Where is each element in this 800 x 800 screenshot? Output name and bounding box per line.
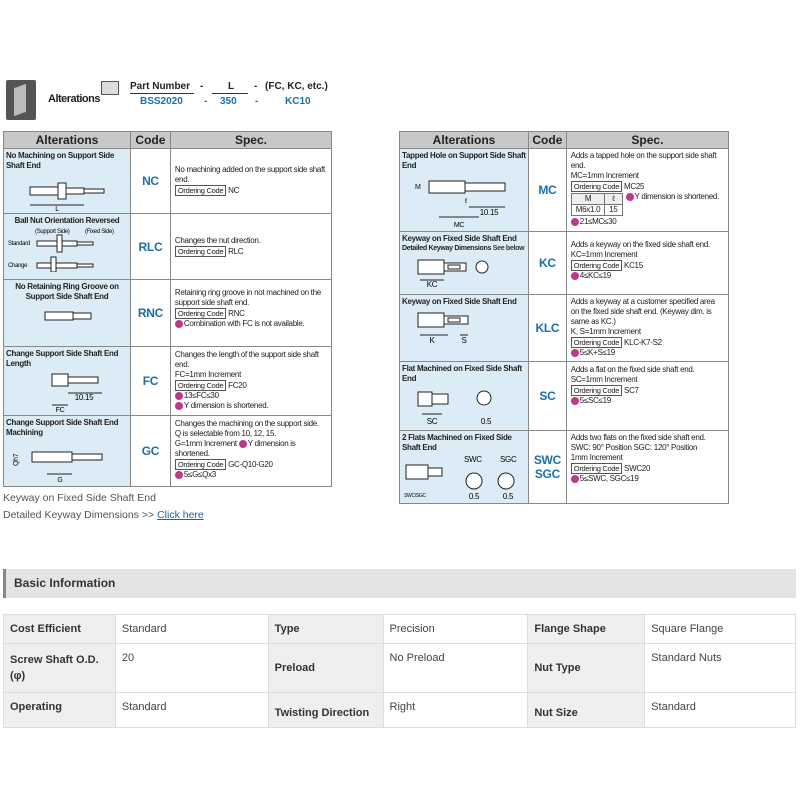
pn-label-part-number: Part Number xyxy=(130,81,191,92)
svg-text:SC: SC xyxy=(426,417,438,426)
code-cell: GC xyxy=(130,416,170,487)
table-row xyxy=(400,431,729,504)
spec-text: Adds a keyway on the fixed side shaft end. xyxy=(570,240,710,249)
spec-text: Retaining ring groove in not machined on the support side shaft end. xyxy=(174,288,321,307)
pn-value-option: KC10 xyxy=(285,96,311,107)
spec-text: FC=1mm Increment xyxy=(174,370,241,379)
keyway-location-diagram xyxy=(414,307,514,347)
code-cell: RLC xyxy=(130,214,170,280)
svg-text:(Support Side): (Support Side) xyxy=(34,229,70,235)
alterations-title: Alterations xyxy=(48,93,100,105)
ordering-code-value: FC20 xyxy=(228,381,247,390)
spec-note: 21≤MC≤30 xyxy=(579,217,617,226)
table-row xyxy=(4,416,332,487)
info-value: No Preload xyxy=(383,644,528,693)
alteration-name: Keyway on Fixed Side Shaft End xyxy=(402,234,517,243)
ordering-code-value: SWC20 xyxy=(624,464,651,473)
spec-note: Y dimension is shortened. xyxy=(183,401,269,410)
svg-text:SWC/SGC: SWC/SGC xyxy=(404,493,426,499)
col-header-spec: Spec. xyxy=(170,132,331,149)
spec-text: Adds two flats on the fixed side shaft end. xyxy=(570,433,706,442)
ordering-code-label: Ordering Code xyxy=(571,260,622,271)
table-row xyxy=(4,615,796,644)
svg-text:Qh7: Qh7 xyxy=(12,453,20,466)
info-key: Cost Efficient xyxy=(4,615,116,644)
spec-text: No machining added on the support side shaft end. xyxy=(174,165,325,184)
svg-text:SWC: SWC xyxy=(464,455,482,464)
col-header-alterations: Alterations xyxy=(4,132,131,149)
tapped-hole-diagram xyxy=(409,171,519,229)
basic-information-table xyxy=(3,614,796,728)
table-row xyxy=(400,149,729,232)
table-row xyxy=(4,347,332,416)
keyway-links xyxy=(3,490,204,524)
code-cell: RNC xyxy=(130,280,170,347)
spec-text: Adds a keyway at a customer specified area on the fixed side shaft end. (Keyway dim. is same as KC.) xyxy=(570,297,715,326)
pn-label-options: (FC, KC, etc.) xyxy=(265,81,328,92)
col-header-alterations: Alterations xyxy=(400,132,529,149)
code-cell: MC xyxy=(529,149,567,232)
alteration-name: Ball Nut Orientation Reversed xyxy=(14,216,120,225)
spec-text: Adds a tapped hole on the support side shaft end. xyxy=(570,151,717,170)
spec-text: Adds a flat on the fixed side shaft end. xyxy=(570,365,695,374)
alteration-name: 2 Flats Machined on Fixed Side Shaft End xyxy=(402,433,512,452)
warning-icon xyxy=(571,397,579,405)
ordering-code-value: SC7 xyxy=(624,386,639,395)
info-key: Nut Size xyxy=(528,693,645,728)
dim-label: L xyxy=(55,206,59,211)
spec-note: Combination with FC is not available. xyxy=(183,319,305,328)
alterations-logo-icon xyxy=(6,80,36,120)
flat-diagram xyxy=(414,384,514,428)
spec-note: 4≤KC≤19 xyxy=(579,271,611,280)
warning-icon xyxy=(626,193,634,201)
spec-note: Y dimension is shortened. xyxy=(634,192,719,201)
table-row xyxy=(4,693,796,728)
svg-text:(Fixed Side): (Fixed Side) xyxy=(84,229,114,235)
code-cell: SC xyxy=(529,362,567,431)
code-cell: SWC xyxy=(533,453,561,467)
code-cell: KC xyxy=(529,232,567,295)
spec-text: K, S=1mm Increment xyxy=(570,327,641,336)
code-cell: KLC xyxy=(529,295,567,362)
see-below-note: See below xyxy=(492,245,525,252)
svg-text:FC: FC xyxy=(55,407,65,413)
ordering-code-value: KLC-K7-S2 xyxy=(624,338,662,347)
spec-note: 5≤K+S≤19 xyxy=(579,348,615,357)
alteration-name: No Machining on Support Side Shaft End xyxy=(6,151,115,170)
svg-text:ℓ: ℓ xyxy=(465,198,467,205)
col-header-code: Code xyxy=(130,132,170,149)
info-value: Right xyxy=(383,693,528,728)
spec-text: KC=1mm Increment xyxy=(570,250,638,259)
two-flats-diagram xyxy=(402,453,526,501)
table-row xyxy=(4,149,332,214)
code-cell: FC xyxy=(130,347,170,416)
shaft-end-machining-diagram xyxy=(12,438,122,484)
alteration-name: No Retaining Ring Groove on Support Side Shaft End xyxy=(15,282,119,301)
table-row xyxy=(400,362,729,431)
svg-text:G: G xyxy=(57,477,63,484)
keyway-detail-text: Detailed Keyway Dimensions >> xyxy=(3,509,158,521)
ordering-code-value: RLC xyxy=(228,247,244,256)
info-key: Type xyxy=(268,615,383,644)
svg-text:Standard: Standard xyxy=(7,241,30,247)
col-header-code: Code xyxy=(529,132,567,149)
table-row xyxy=(400,232,729,295)
info-value: Precision xyxy=(383,615,528,644)
spec-note: 5≤SC≤19 xyxy=(579,396,611,405)
spec-text: SWC: 90° Position SGC: 120° Position xyxy=(570,443,698,452)
right-alterations-table xyxy=(399,131,729,504)
info-value: Square Flange xyxy=(645,615,796,644)
info-value: Standard Nuts xyxy=(645,644,796,693)
warning-icon xyxy=(571,475,579,483)
l-underline xyxy=(212,93,248,94)
warning-icon xyxy=(571,349,579,357)
code-cell: NC xyxy=(130,149,170,214)
spec-text: G=1mm Increment xyxy=(174,439,237,448)
ordering-code-label: Ordering Code xyxy=(571,463,622,474)
keyway-diagram xyxy=(414,254,514,288)
svg-text:KC: KC xyxy=(426,280,438,288)
ordering-code-value: NC xyxy=(228,186,240,195)
table-row xyxy=(4,280,332,347)
warning-icon xyxy=(175,471,183,479)
pn-underline xyxy=(130,93,194,94)
ordering-code-value: GC-Q10-G20 xyxy=(228,460,273,469)
spec-text: Changes the length of the support side shaft end. xyxy=(174,350,319,369)
info-value: Standard xyxy=(645,693,796,728)
warning-icon xyxy=(571,272,579,280)
ordering-code-label: Ordering Code xyxy=(175,308,226,319)
warning-icon xyxy=(175,320,183,328)
table-row xyxy=(4,644,796,693)
info-key: Operating xyxy=(4,693,116,728)
spec-text: Changes the machining on the support side. xyxy=(174,419,319,428)
pn-value-dash: - xyxy=(204,96,208,107)
warning-icon xyxy=(571,218,579,226)
svg-text:10.15: 10.15 xyxy=(479,208,499,217)
info-key: Screw Shaft O.D.(φ) xyxy=(4,644,116,693)
info-value: 20 xyxy=(115,644,268,693)
alteration-name: Change Support Side Shaft End Machining xyxy=(6,418,119,437)
pn-label-dash: - xyxy=(200,81,204,92)
svg-text:0.5: 0.5 xyxy=(480,417,492,426)
part-number-icon xyxy=(101,81,119,95)
info-key: Nut Type xyxy=(528,644,645,693)
svg-text:SGC: SGC xyxy=(500,455,517,464)
ordering-code-label: Ordering Code xyxy=(571,181,622,192)
alteration-name: Change Support Side Shaft End Length xyxy=(6,349,119,368)
info-key: Twisting Direction xyxy=(268,693,383,728)
spec-text: 1mm Increment xyxy=(570,453,623,462)
alteration-name: Keyway on Fixed Side Shaft End xyxy=(402,297,517,306)
warning-icon xyxy=(239,440,247,448)
svg-text:S: S xyxy=(461,336,467,345)
pn-label-l: L xyxy=(228,81,235,92)
spec-text: SC=1mm Increment xyxy=(570,375,638,384)
spec-note: 5≤SWC, SGC≤19 xyxy=(579,474,639,483)
ordering-code-label: Ordering Code xyxy=(175,380,226,391)
spec-note: Y dimension is shortened. xyxy=(174,439,296,458)
ordering-code-label: Ordering Code xyxy=(175,246,226,257)
shaft-diagram xyxy=(27,302,107,332)
alteration-name: Tapped Hole on Support Side Shaft End xyxy=(402,151,526,170)
ordering-code-value: RNC xyxy=(228,309,245,318)
spec-note: 5≤G≤Qx3 xyxy=(183,470,216,479)
ordering-code-label: Ordering Code xyxy=(175,459,226,470)
left-alterations-table xyxy=(3,131,332,487)
info-value: Standard xyxy=(115,615,268,644)
svg-text:0.5: 0.5 xyxy=(502,492,514,501)
table-row xyxy=(4,214,332,280)
tap-size-table: M ℓ M6x1.0 15 Y dimension is shortened. xyxy=(571,192,724,217)
basic-information-title: Basic Information xyxy=(14,576,116,590)
spec-text: Changes the nut direction. xyxy=(174,236,261,245)
svg-text:M: M xyxy=(415,184,421,191)
keyway-line: Keyway on Fixed Side Shaft End xyxy=(3,492,156,504)
ordering-code-label: Ordering Code xyxy=(571,385,622,396)
info-key: Preload xyxy=(268,644,383,693)
svg-text:MC: MC xyxy=(453,222,465,229)
ordering-code-label: Ordering Code xyxy=(175,185,226,196)
col-header-spec: Spec. xyxy=(566,132,728,149)
shaft-end-length-diagram xyxy=(22,369,112,413)
pn-value-part-number: BSS2020 xyxy=(140,96,183,107)
pn-value-l: 350 xyxy=(220,96,237,107)
warning-icon xyxy=(175,402,183,410)
table-row xyxy=(400,295,729,362)
svg-text:10.15: 10.15 xyxy=(74,393,94,402)
basic-information-header xyxy=(3,569,796,598)
svg-text:Change: Change xyxy=(7,263,28,269)
ordering-code-value: KC15 xyxy=(624,261,643,270)
info-value: Standard xyxy=(115,693,268,728)
svg-text:K: K xyxy=(429,336,435,345)
spec-text: Q is selectable from 10, 12, 15. xyxy=(174,429,277,438)
spec-text: MC=1mm Increment xyxy=(570,171,639,180)
pn-label-dash2: - xyxy=(254,81,258,92)
alteration-name: Flat Machined on Fixed Side Shaft End xyxy=(402,364,522,383)
code-cell-2: SGC xyxy=(534,467,560,481)
pn-value-dash2: - xyxy=(255,96,259,107)
click-here-link[interactable]: Click here xyxy=(157,509,204,521)
keyway-detail-label: Detailed Keyway Dimensions xyxy=(402,245,492,252)
info-key: Flange Shape xyxy=(528,615,645,644)
svg-text:0.5: 0.5 xyxy=(468,492,480,501)
spec-note: 13≤FC≤30 xyxy=(183,391,219,400)
nut-orientation-diagram xyxy=(7,226,127,272)
ordering-code-label: Ordering Code xyxy=(571,337,622,348)
shaft-diagram xyxy=(22,171,112,211)
warning-icon xyxy=(175,392,183,400)
ordering-code-value: MC25 xyxy=(624,182,645,191)
